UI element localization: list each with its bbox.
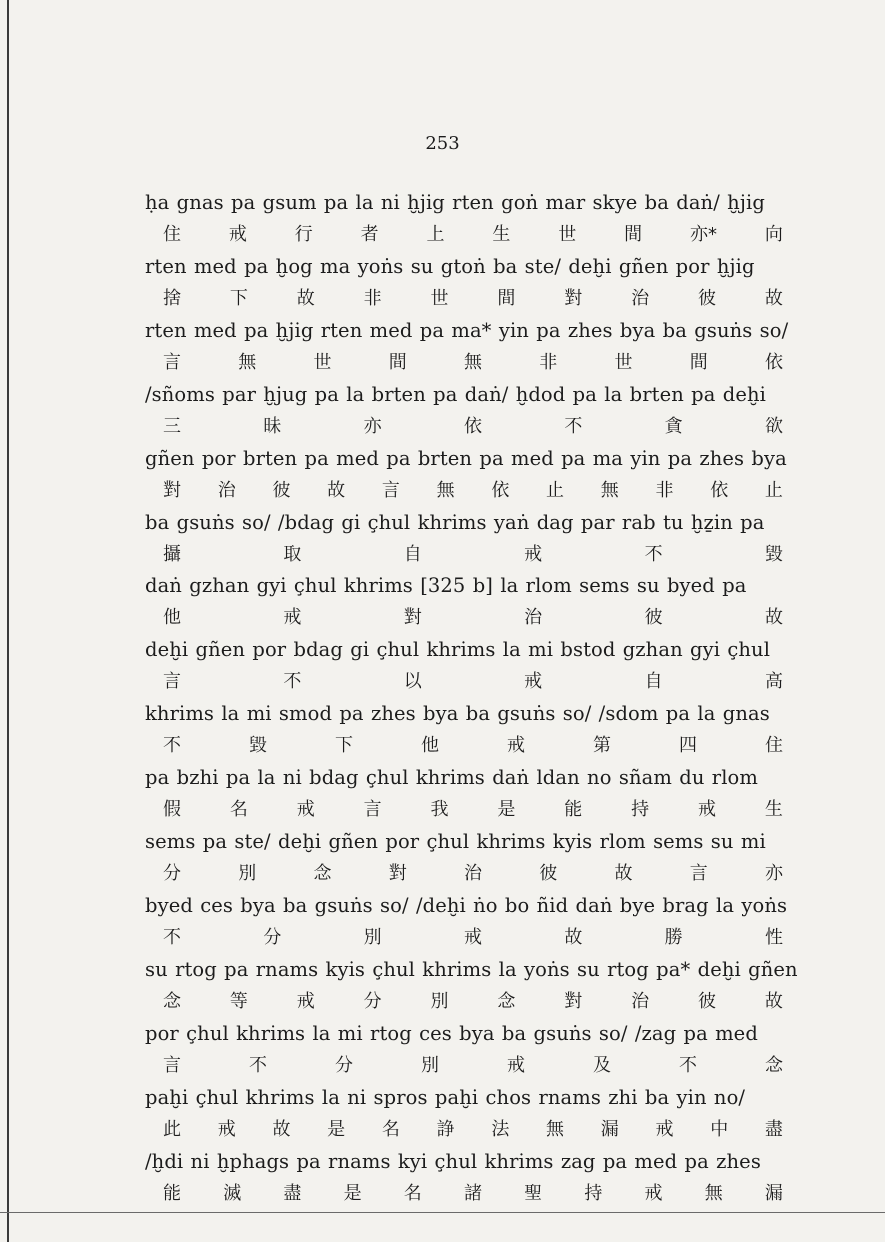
chinese-gloss-line xyxy=(145,865,795,883)
chinese-character: 念 xyxy=(313,863,332,884)
chinese-character: 非 xyxy=(363,287,382,309)
chinese-character: 間 xyxy=(497,287,516,309)
chinese-character: 念 xyxy=(497,990,516,1012)
chinese-character: 別 xyxy=(363,926,382,948)
chinese-character: 別 xyxy=(430,990,449,1012)
chinese-character: 別 xyxy=(421,1054,439,1076)
chinese-character: 假 xyxy=(163,799,181,821)
chinese-character: 高 xyxy=(764,671,783,693)
tibetan-line: deḫi gñen por bdag gi çhul khrims la mi bstod gzhan gyi çhul xyxy=(145,638,771,662)
chinese-character: 亦 xyxy=(765,863,783,884)
chinese-character: 不 xyxy=(283,671,302,693)
chinese-character: 下 xyxy=(335,735,353,757)
chinese-character: 戒 xyxy=(698,799,716,821)
chinese-character: 昧 xyxy=(263,415,282,437)
chinese-character: 無 xyxy=(238,351,257,373)
chinese-gloss-line xyxy=(145,609,795,627)
chinese-character: 言 xyxy=(689,863,708,884)
chinese-character: 亦* xyxy=(690,224,717,245)
chinese-character: 以 xyxy=(403,671,422,693)
chinese-character: 滅 xyxy=(223,1182,242,1204)
tibetan-line: sems pa ste/ deḫi gñen por çhul khrims kyis rlom sems su mi xyxy=(145,830,766,853)
tibetan-line: rten med pa ḫjig rten med pa ma* yin pa zhes bya ba gsuṅs so/ xyxy=(145,318,789,342)
chinese-gloss-line xyxy=(145,543,795,565)
chinese-character: 無 xyxy=(600,479,619,501)
chinese-character: 生 xyxy=(492,224,511,245)
chinese-character: 依 xyxy=(765,351,783,373)
chinese-character: 治 xyxy=(464,863,482,884)
chinese-character: 戒 xyxy=(228,224,247,245)
tibetan-line: /ḫdi ni ḫphags pa rnams kyi çhul khrims zag pa med pa zhes xyxy=(145,1149,761,1173)
chinese-character: 勝 xyxy=(664,926,683,948)
chinese-character: 下 xyxy=(229,287,248,309)
chinese-character: 依 xyxy=(710,479,729,501)
tibetan-line: daṅ gzhan gyi çhul khrims [325 b] la rlom sems su byed pa xyxy=(145,574,747,598)
chinese-character: 取 xyxy=(283,543,302,565)
bottom-rule xyxy=(0,1212,885,1213)
chinese-character: 漏 xyxy=(600,1118,619,1140)
chinese-character: 念 xyxy=(765,1054,783,1076)
chinese-character: 分 xyxy=(263,926,282,948)
chinese-character: 對 xyxy=(564,990,583,1012)
chinese-character: 世 xyxy=(558,224,577,245)
chinese-character: 三 xyxy=(163,415,181,437)
chinese-character: 依 xyxy=(491,479,510,501)
chinese-gloss-line xyxy=(145,737,795,755)
chinese-character: 世 xyxy=(614,351,633,373)
chinese-character: 故 xyxy=(764,990,783,1012)
tibetan-line: pa bzhi pa la ni bdag çhul khrims daṅ ldan no sñam du rlom xyxy=(145,766,758,790)
tibetan-line: /sñoms par ḫjug pa la brten pa daṅ/ ḫdod pa la brten pa deḫi xyxy=(145,382,766,406)
chinese-gloss-line xyxy=(145,1118,795,1140)
tibetan-line: byed ces bya ba gsuṅs so/ /deḫi ṅo bo ñid daṅ bye brag la yoṅs xyxy=(145,893,788,917)
chinese-character: 盡 xyxy=(764,1118,783,1140)
chinese-gloss-line xyxy=(145,226,795,244)
chinese-character: 戒 xyxy=(507,735,525,757)
chinese-gloss-line xyxy=(145,351,795,373)
chinese-character: 毀 xyxy=(764,543,783,565)
chinese-character: 分 xyxy=(163,863,181,884)
chinese-gloss-line xyxy=(145,415,795,437)
chinese-character: 亦 xyxy=(363,415,382,437)
chinese-character: 他 xyxy=(421,735,439,757)
chinese-character: 間 xyxy=(689,351,708,373)
chinese-character: 無 xyxy=(704,1182,723,1204)
chinese-character: 法 xyxy=(491,1118,510,1140)
chinese-character: 是 xyxy=(327,1118,346,1140)
chinese-gloss-line xyxy=(145,990,795,1012)
chinese-character: 他 xyxy=(163,607,181,629)
chinese-character: 無 xyxy=(546,1118,565,1140)
chinese-character: 性 xyxy=(764,926,783,948)
chinese-character: 對 xyxy=(388,863,407,884)
chinese-character: 故 xyxy=(327,479,346,501)
chinese-character: 捨 xyxy=(163,287,181,309)
chinese-character: 我 xyxy=(430,799,449,821)
chinese-character: 戒 xyxy=(463,926,482,948)
chinese-character: 對 xyxy=(163,479,181,501)
chinese-character: 戒 xyxy=(217,1118,236,1140)
chinese-character: 上 xyxy=(426,224,445,245)
chinese-character: 彼 xyxy=(272,479,291,501)
chinese-character: 能 xyxy=(163,1182,181,1204)
chinese-character: 治 xyxy=(217,479,236,501)
chinese-character: 不 xyxy=(249,1054,267,1076)
chinese-character: 言 xyxy=(163,351,181,373)
chinese-character: 治 xyxy=(524,607,543,629)
chinese-character: 故 xyxy=(564,926,583,948)
chinese-character: 戒 xyxy=(644,1182,663,1204)
chinese-gloss-line xyxy=(145,1182,795,1204)
chinese-character: 不 xyxy=(679,1054,697,1076)
chinese-character: 及 xyxy=(593,1054,611,1076)
chinese-character: 間 xyxy=(624,224,643,245)
chinese-character: 不 xyxy=(644,543,663,565)
chinese-character: 彼 xyxy=(539,863,558,884)
chinese-character: 毀 xyxy=(249,735,267,757)
chinese-character: 戒 xyxy=(524,671,543,693)
chinese-character: 間 xyxy=(388,351,407,373)
chinese-character: 對 xyxy=(403,607,422,629)
chinese-character: 分 xyxy=(335,1054,353,1076)
chinese-character: 生 xyxy=(764,799,783,821)
chinese-character: 分 xyxy=(363,990,382,1012)
chinese-character: 故 xyxy=(614,863,633,884)
chinese-character: 能 xyxy=(564,799,583,821)
chinese-character: 攝 xyxy=(163,543,181,565)
chinese-character: 此 xyxy=(163,1118,181,1140)
tibetan-line: ba gsuṅs so/ /bdag gi çhul khrims yaṅ dag par rab tu ḫẕin pa xyxy=(145,510,765,534)
chinese-character: 欲 xyxy=(764,415,783,437)
chinese-character: 住 xyxy=(765,735,783,757)
chinese-character: 是 xyxy=(343,1182,362,1204)
chinese-character: 戒 xyxy=(283,607,302,629)
chinese-gloss-line xyxy=(145,926,795,948)
chinese-character: 治 xyxy=(631,990,650,1012)
chinese-character: 故 xyxy=(296,287,315,309)
chinese-character: 別 xyxy=(238,863,257,884)
chinese-character: 向 xyxy=(764,224,783,245)
chinese-character: 者 xyxy=(360,224,379,245)
chinese-character: 戒 xyxy=(296,799,315,821)
chinese-character: 止 xyxy=(546,479,565,501)
chinese-character: 依 xyxy=(463,415,482,437)
chinese-character: 行 xyxy=(294,224,313,245)
tibetan-line: su rtog pa rnams kyis çhul khrims la yoṅs su rtog pa* deḫi gñen xyxy=(145,957,798,981)
chinese-character: 貪 xyxy=(664,415,683,437)
chinese-character: 住 xyxy=(163,224,181,245)
chinese-character: 持 xyxy=(584,1182,603,1204)
chinese-character: 非 xyxy=(655,479,674,501)
chinese-character: 言 xyxy=(363,799,382,821)
tibetan-line: ḥa gnas pa gsum pa la ni ḫjig rten goṅ mar skye ba daṅ/ ḫjig xyxy=(145,191,765,214)
chinese-character: 四 xyxy=(679,735,697,757)
chinese-character: 戒 xyxy=(655,1118,674,1140)
chinese-gloss-line xyxy=(145,1054,795,1076)
chinese-character: 世 xyxy=(313,351,332,373)
chinese-character: 治 xyxy=(631,287,650,309)
chinese-character: 是 xyxy=(497,799,516,821)
chinese-character: 不 xyxy=(163,926,181,948)
chinese-gloss-line xyxy=(145,801,795,819)
chinese-character: 彼 xyxy=(644,607,663,629)
chinese-character: 第 xyxy=(593,735,611,757)
tibetan-line: khrims la mi smod pa zhes bya ba gsuṅs so/ /sdom pa la gnas xyxy=(145,702,770,726)
tibetan-line: gñen por brten pa med pa brten pa med pa ma yin pa zhes bya xyxy=(145,446,787,470)
page-number: 253 xyxy=(425,133,460,154)
chinese-character: 名 xyxy=(403,1182,422,1204)
chinese-character: 念 xyxy=(163,990,181,1012)
chinese-character: 漏 xyxy=(764,1182,783,1204)
chinese-gloss-line xyxy=(145,673,795,691)
chinese-character: 諍 xyxy=(436,1118,455,1140)
chinese-gloss-line xyxy=(145,287,795,309)
chinese-character: 名 xyxy=(381,1118,400,1140)
chinese-character: 聖 xyxy=(524,1182,543,1204)
chinese-character: 無 xyxy=(436,479,455,501)
chinese-character: 盡 xyxy=(283,1182,302,1204)
chinese-character: 故 xyxy=(764,287,783,309)
chinese-character: 不 xyxy=(564,415,583,437)
chinese-character: 言 xyxy=(381,479,400,501)
chinese-character: 戒 xyxy=(507,1054,525,1076)
chinese-character: 彼 xyxy=(698,990,716,1012)
chinese-character: 戒 xyxy=(296,990,315,1012)
chinese-character: 無 xyxy=(464,351,482,373)
chinese-character: 等 xyxy=(229,990,248,1012)
chinese-character: 彼 xyxy=(698,287,716,309)
chinese-gloss-line xyxy=(145,479,795,501)
chinese-character: 戒 xyxy=(524,543,543,565)
chinese-character: 對 xyxy=(564,287,583,309)
left-margin-rule xyxy=(7,0,9,1242)
tibetan-line: paḫi çhul khrims la ni spros paḫi chos rnams zhi ba yin no/ xyxy=(145,1085,746,1109)
tibetan-line: rten med pa ḫog ma yoṅs su gtoṅ ba ste/ deḫi gñen por ḫjig xyxy=(145,254,755,278)
chinese-character: 言 xyxy=(163,671,181,693)
chinese-character: 世 xyxy=(430,287,449,309)
chinese-character: 諸 xyxy=(463,1182,482,1204)
chinese-character: 持 xyxy=(631,799,650,821)
chinese-character: 止 xyxy=(764,479,783,501)
chinese-character: 故 xyxy=(764,607,783,629)
chinese-character: 言 xyxy=(163,1054,181,1076)
tibetan-line: por çhul khrims la mi rtog ces bya ba gsuṅs so/ /zag pa med xyxy=(145,1021,758,1045)
chinese-character: 故 xyxy=(272,1118,291,1140)
chinese-character: 名 xyxy=(229,799,248,821)
chinese-character: 非 xyxy=(539,351,558,373)
chinese-character: 自 xyxy=(403,543,422,565)
chinese-character: 中 xyxy=(710,1118,729,1140)
chinese-character: 自 xyxy=(644,671,663,693)
chinese-character: 不 xyxy=(163,735,181,757)
